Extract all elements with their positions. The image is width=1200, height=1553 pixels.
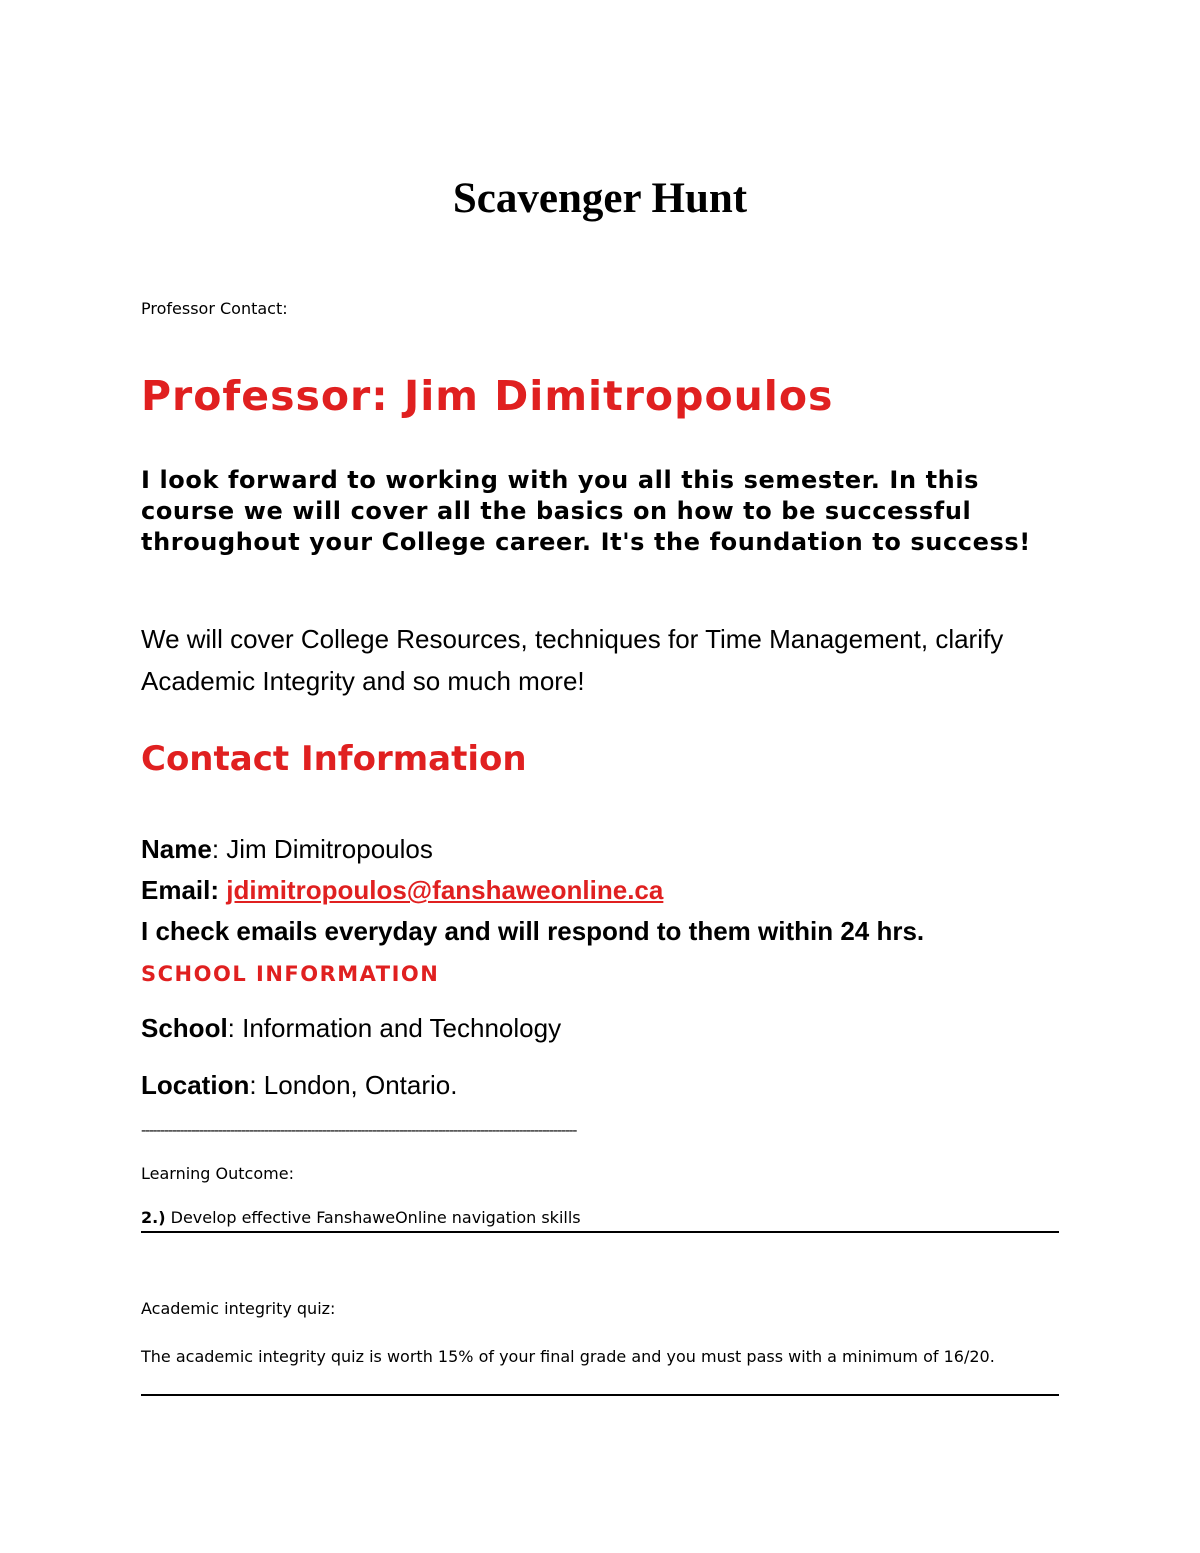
name-label: Name	[141, 834, 212, 864]
learning-outcome-number: 2.)	[141, 1208, 166, 1227]
email-response-note: I check emails everyday and will respond to them within 24 hrs.	[141, 916, 925, 946]
school-value: : Information and Technology	[227, 1013, 562, 1043]
quiz-label: Academic integrity quiz:	[141, 1299, 336, 1318]
location-line	[141, 1068, 457, 1102]
quiz-divider	[141, 1394, 1059, 1396]
intro-paragraph: I look forward to working with you all this semester. In this course we will cover all the basics on how to be successful throughout your College career. It's the foundation to success!	[141, 466, 1031, 556]
document-title: Scavenger Hunt	[452, 175, 748, 222]
location-label: Location	[141, 1070, 250, 1100]
professor-contact-label: Professor Contact:	[141, 299, 288, 318]
school-label: School	[141, 1013, 228, 1043]
email-link[interactable]: jdimitropoulos@fanshaweonline.ca	[226, 875, 664, 905]
quiz-paragraph: The academic integrity quiz is worth 15% of your final grade and you must pass with a minimum of 16/20.	[141, 1347, 995, 1366]
dashed-separator: -----------------------------------------------------------------------------------------------------------------	[141, 1123, 577, 1139]
email-label: Email:	[141, 875, 220, 905]
name-value: : Jim Dimitropoulos	[211, 834, 433, 864]
name-line	[141, 832, 433, 866]
learning-outcome-divider	[141, 1231, 1059, 1233]
email-line	[141, 873, 663, 907]
learning-outcome-label: Learning Outcome:	[141, 1164, 294, 1183]
location-value: : London, Ontario.	[249, 1070, 458, 1100]
professor-heading: Professor: Jim Dimitropoulos	[141, 372, 834, 420]
learning-outcome-text: Develop effective FanshaweOnline navigation skills	[165, 1208, 581, 1227]
school-line	[141, 1011, 561, 1045]
contact-information-heading: Contact Information	[141, 739, 527, 779]
cover-paragraph: We will cover College Resources, techniques for Time Management, clarify Academic Integrity and so much more!	[141, 624, 1004, 696]
school-information-heading: SCHOOL INFORMATION	[141, 962, 440, 986]
learning-outcome-item	[141, 1207, 581, 1229]
